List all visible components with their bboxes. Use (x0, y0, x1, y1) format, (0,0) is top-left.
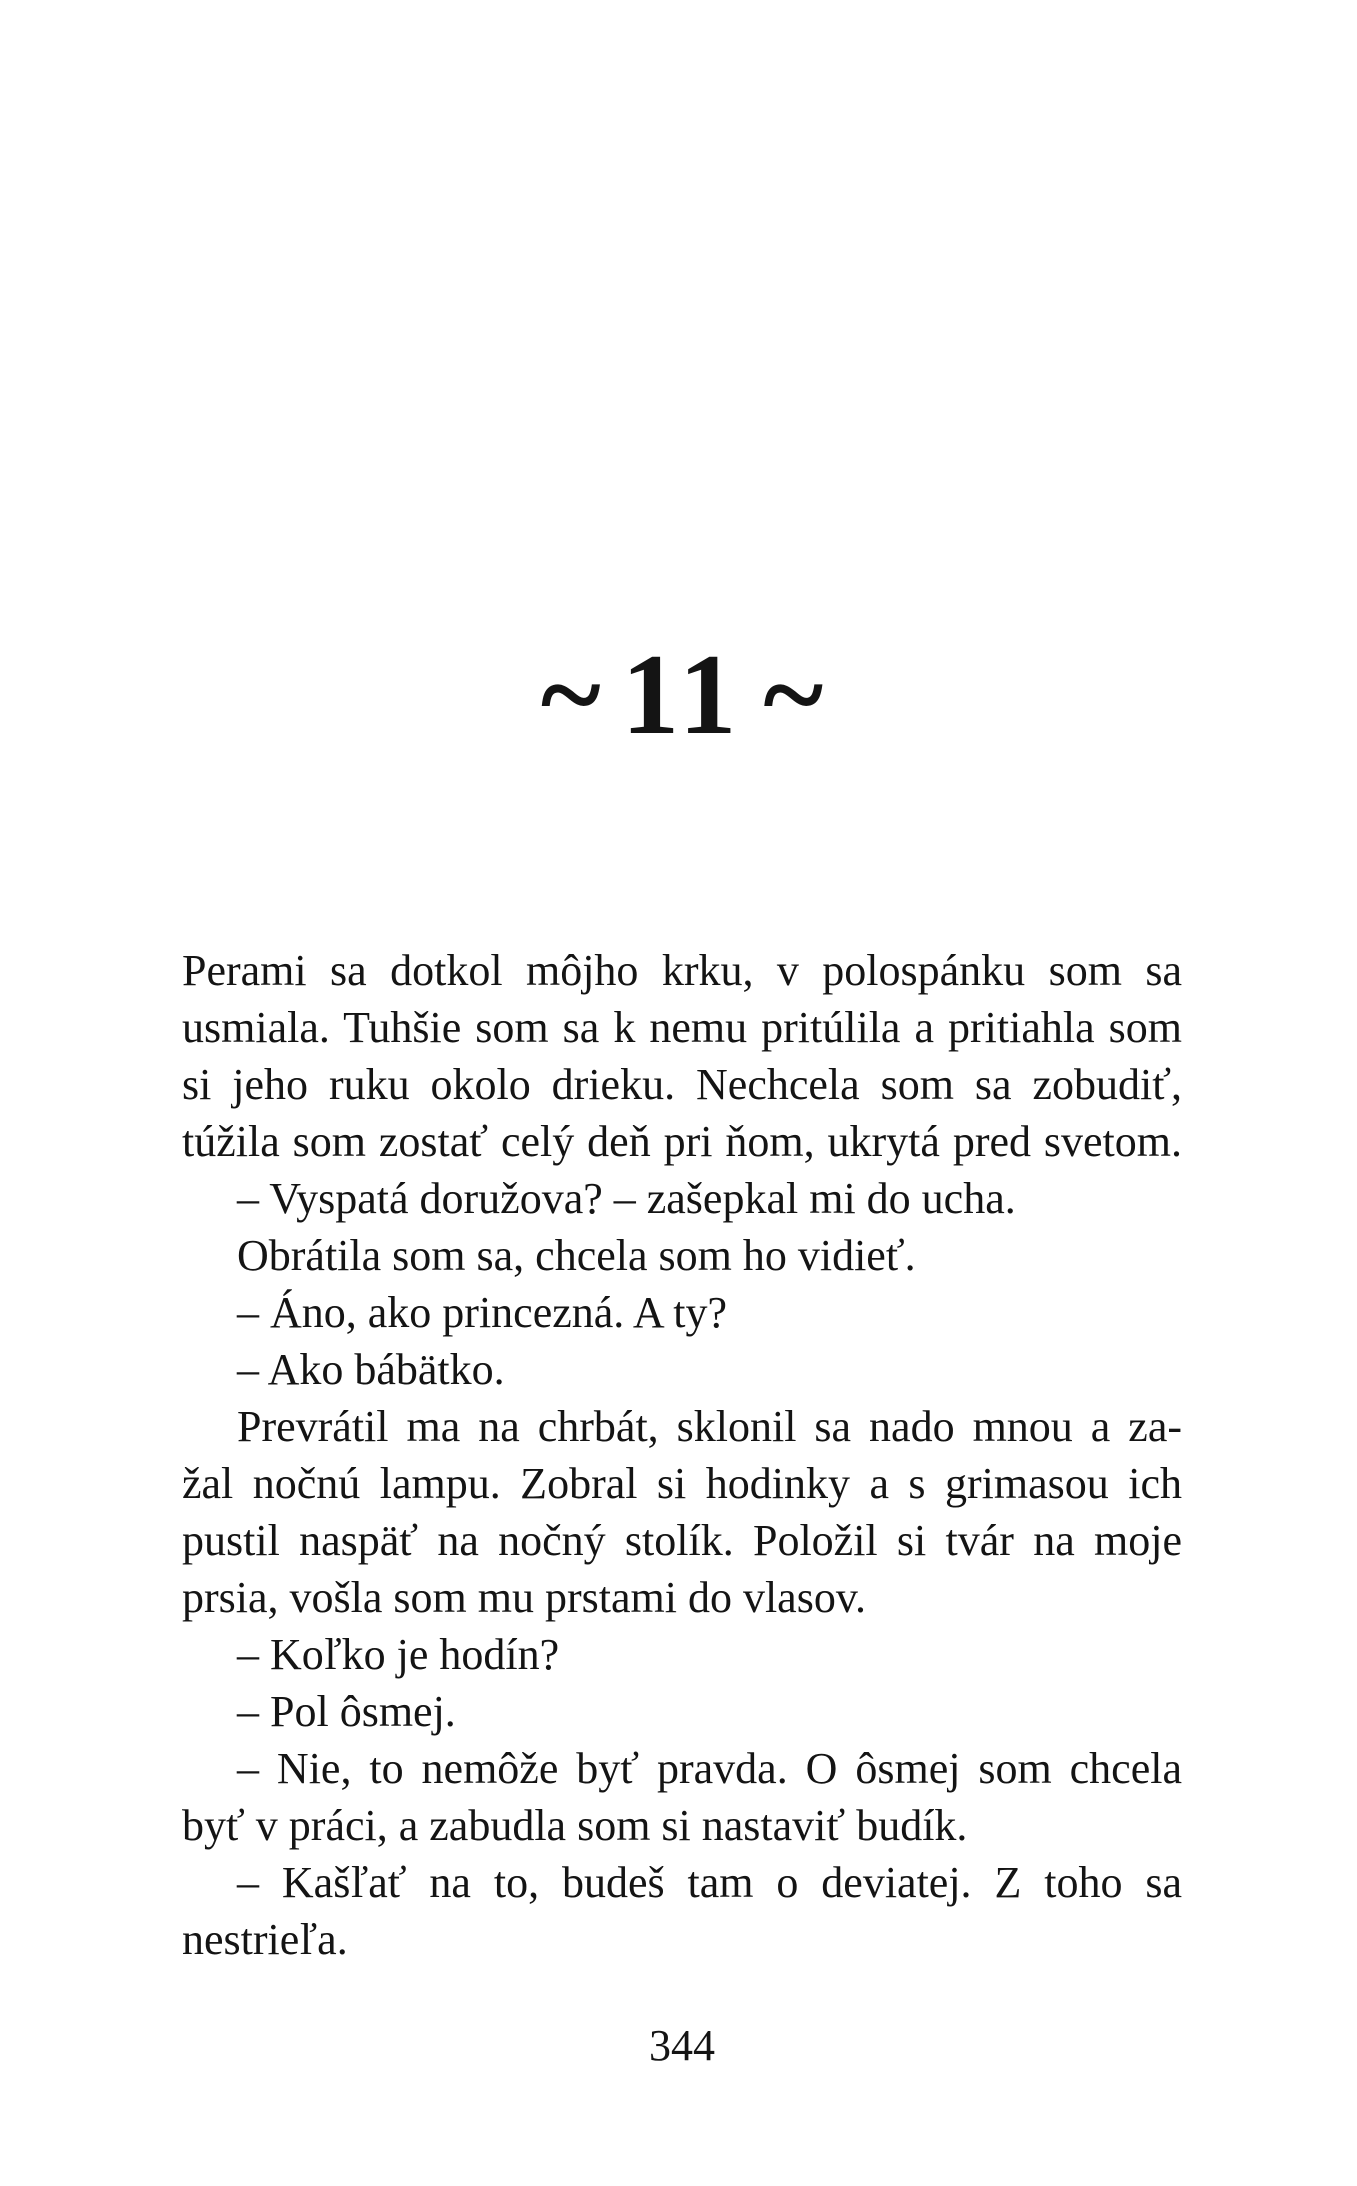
text-line: žal nočnú lampu. Zobral si hodinky a s grimasou ich (182, 1459, 1182, 1508)
text-line: Obrátila som sa, chcela som ho vidieť. (237, 1231, 916, 1280)
text-line: – Ako bábätko. (237, 1345, 505, 1394)
chapter-ornament-right: ~ (763, 631, 824, 758)
text-line: – Nie, to nemôže byť pravda. O ôsmej som chcela (237, 1744, 1182, 1793)
text-line: – Pol ôsmej. (237, 1687, 456, 1736)
page-body-text (182, 942, 1182, 1968)
text-line: Prevrátil ma na chrbát, sklonil sa nado mnou a za- (237, 1402, 1182, 1451)
chapter-number: 11 (621, 631, 743, 758)
text-line: – Kašľať na to, budeš tam o deviatej. Z toho sa (237, 1858, 1182, 1907)
text-line: túžila som zostať celý deň pri ňom, ukrytá pred svetom. (182, 1117, 1182, 1166)
page-number: 344 (649, 2021, 715, 2070)
text-line: usmiala. Tuhšie som sa k nemu pritúlila a pritiahla som (182, 1003, 1182, 1052)
text-line: – Áno, ako princezná. A ty? (237, 1288, 727, 1337)
text-line: byť v práci, a zabudla som si nastaviť budík. (182, 1801, 968, 1850)
text-line: si jeho ruku okolo drieku. Nechcela som sa zobudiť, (182, 1060, 1182, 1109)
text-line: – Vyspatá doružova? – zašepkal mi do ucha. (237, 1174, 1016, 1223)
text-line: Perami sa dotkol môjho krku, v polospánku som sa (182, 946, 1182, 995)
text-line: pustil naspäť na nočný stolík. Položil si tvár na moje (182, 1516, 1182, 1565)
text-line: nestrieľa. (182, 1915, 348, 1964)
chapter-heading (182, 631, 1182, 758)
text-line: – Koľko je hodín? (237, 1630, 560, 1679)
text-line: prsia, vošla som mu prstami do vlasov. (182, 1573, 866, 1622)
chapter-ornament-left: ~ (540, 631, 601, 758)
